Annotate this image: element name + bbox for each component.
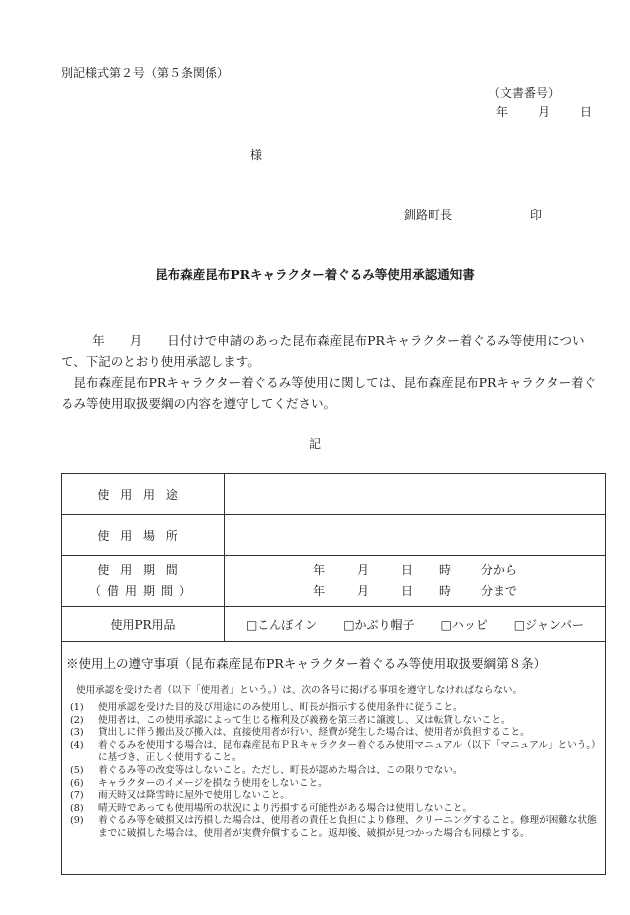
addressee-suffix: 様: [250, 148, 263, 162]
rule-number: (2): [70, 714, 84, 726]
end-day: 日: [401, 584, 414, 598]
usage-table: [61, 473, 606, 642]
seal-mark: 印: [530, 208, 543, 222]
start-day: 日: [401, 563, 414, 577]
row-place: [62, 515, 606, 556]
form-number: 別記様式第２号（第５条関係）: [61, 66, 230, 80]
rule-item: [66, 815, 601, 840]
rule-text: 使用承認を受けた目的及び用途にのみ使用し、町長が指示する使用条件に従うこと。: [98, 702, 463, 713]
rule-number: (7): [70, 790, 84, 802]
goods-option-2[interactable]: □かぶり帽子: [343, 617, 415, 632]
place-label: 使用場所: [62, 515, 225, 556]
period-start: [225, 560, 605, 581]
rule-item: [66, 778, 601, 791]
rule-text: 使用者は、この使用承認によって生じる権利及び義務を第三者に譲渡し、又は転貸しないこと。: [98, 714, 511, 726]
date-month: 月: [538, 105, 551, 119]
issuer: [404, 206, 542, 223]
rule-number: (5): [70, 764, 84, 776]
goods-option-1[interactable]: □こんぼイン: [245, 617, 318, 632]
start-month: 月: [357, 563, 370, 577]
rule-item: [66, 727, 601, 740]
rule-number: (8): [70, 802, 84, 814]
rule-number: (6): [70, 777, 84, 789]
rule-text: 晴天時であっても使用場所の状況により汚損する可能性がある場合は使用しないこと。: [98, 802, 473, 814]
row-goods: [62, 607, 606, 642]
period-label-cell: [62, 556, 225, 607]
rule-item: [66, 790, 601, 803]
notice-body: [61, 330, 606, 414]
rule-item: [66, 740, 601, 765]
rule-text: 雨天時又は降雪時に屋外で使用しないこと。: [98, 790, 290, 802]
body-paragraph-2: 昆布森産昆布PRキャラクター着ぐるみ等使用に関しては、昆布森産昆布PRキャラクター着ぐるみ等使用取扱要綱の内容を遵守してください。: [61, 375, 597, 411]
end-month: 月: [357, 584, 370, 598]
end-minute: 分まで: [481, 584, 518, 598]
end-hour: 時: [439, 584, 452, 598]
rule-text: 着ぐるみ等を破損又は汚損した場合は、使用者の責任と負担により修理、クリーニングすること。修理が困難な状態までに破損した場合は、使用者が実費弁償すること。返却後、破損が見つかった場合も同様とする。: [98, 815, 597, 839]
start-minute: 分から: [481, 563, 518, 577]
rule-number: (1): [70, 702, 84, 713]
rule-item: [66, 715, 601, 728]
issuer-title: 釧路町長: [404, 208, 453, 222]
row-period: [62, 556, 606, 607]
rule-number: (3): [70, 727, 84, 739]
period-value[interactable]: [225, 556, 606, 607]
rule-item: [66, 803, 601, 816]
row-purpose: [62, 474, 606, 515]
rule-text: 着ぐるみを使用する場合は、昆布森産昆布ＰＲキャラクター着ぐるみ使用マニュアル（以下「マニュアル」という。）に基づき、正しく使用すること。: [98, 739, 601, 764]
rule-item: [66, 765, 601, 778]
notes-intro: 使用承認を受けた者（以下「使用者」という。）は、次の各号に掲げる事項を遵守しなければならない。: [76, 685, 523, 696]
goods-option-3[interactable]: □ハッピ: [440, 617, 488, 632]
rule-number: (9): [70, 815, 84, 827]
rule-text: 着ぐるみ等の改変等はしないこと。ただし、町長が認めた場合は、この限りでない。: [98, 764, 463, 776]
rule-text: キャラクターのイメージを損なう使用をしないこと。: [98, 777, 328, 789]
period-label: 使用期間: [97, 563, 189, 577]
date-year: 年: [496, 105, 509, 119]
goods-option-4[interactable]: □ジャンパー: [513, 617, 585, 632]
ki-heading: 記: [308, 437, 321, 451]
purpose-label: 使用用途: [62, 474, 225, 515]
document-title: 昆布森産昆布PRキャラクター着ぐるみ等使用承認通知書: [155, 267, 475, 282]
date-day: 日: [580, 105, 593, 119]
period-end: [225, 581, 605, 602]
rule-item: [66, 702, 601, 715]
body-paragraph-1: 年 月 日付けで申請のあった昆布森産昆布PRキャラクター着ぐるみ等使用について、下記のとおり使用承認します。: [61, 333, 585, 369]
start-hour: 時: [439, 563, 452, 577]
issue-date: [496, 103, 592, 120]
rule-text: 貸出しに伴う搬出及び搬入は、直接使用者が行い、経費が発生した場合は、使用者が負担すること。: [98, 727, 530, 739]
end-year: 年: [313, 584, 326, 598]
start-year: 年: [313, 563, 326, 577]
borrow-label: （借用期間）: [88, 584, 197, 598]
notes-title: ※使用上の遵守事項（昆布森産昆布PRキャラクター着ぐるみ等使用取扱要綱第８条）: [66, 656, 547, 671]
purpose-value[interactable]: [225, 474, 606, 515]
goods-label: 使用PR用品: [62, 607, 225, 642]
rule-number: (4): [70, 739, 84, 751]
document-number: （文書番号）: [488, 86, 561, 100]
rules-list: [66, 702, 601, 841]
goods-value: [225, 607, 606, 642]
compliance-notes: [61, 641, 606, 875]
place-value[interactable]: [225, 515, 606, 556]
